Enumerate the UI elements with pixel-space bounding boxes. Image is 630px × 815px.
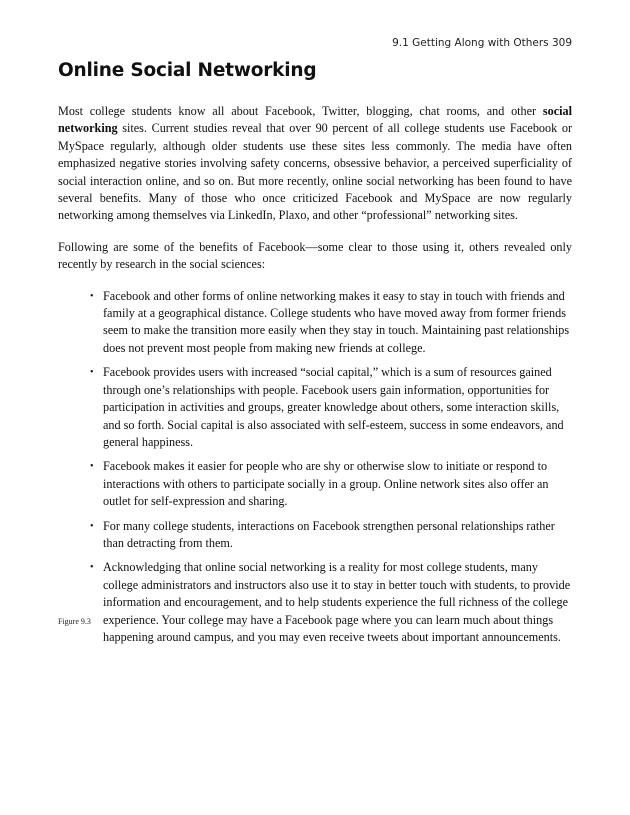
list-item: • For many college students, interactions on Facebook strengthen personal relationships rather than detracting from them. — [90, 518, 572, 553]
intro-text-start: Most college students know all about Facebook, Twitter, blogging, chat rooms, and other — [58, 104, 543, 118]
list-item: • Facebook and other forms of online networking makes it easy to stay in touch with friends and family at a geographical distance. College students who have moved away from former friends seem to make the transition more easily when they stay in touch. Maintaining past relationships does not prevent most people from making new friends at college. — [90, 288, 572, 358]
body-text — [58, 103, 572, 653]
section-title: Online Social Networking — [58, 60, 317, 81]
intro-bold-term: social networking — [58, 104, 572, 136]
intro-paragraph — [58, 103, 572, 225]
lead-in-paragraph: Following are some of the benefits of Facebook—some clear to those using it, others revealed only recently by research in the social sciences: — [58, 239, 572, 272]
running-header: 9.1 Getting Along with Others 309 — [392, 37, 572, 49]
list-item: • Acknowledging that online social networking is a reality for most college students, many college administrators and instructors also use it to stay in better touch with students, to provide information and encouragement, and to help students experience the full richness of the college experience. Your college may have a Facebook page where you can learn much about things happening around campus, and you may even receive tweets about important announcements. — [90, 559, 572, 646]
benefits-list — [58, 288, 572, 647]
list-item: • Facebook provides users with increased “social capital,” which is a sum of resources gained through one’s relationships with people. Facebook users gain information, opportunities for participation in activities and groups, greater knowledge about others, some interaction skills, and so forth. Social capital is also associated with self-esteem, success in some endeavors, and general happiness. — [90, 364, 572, 451]
list-item: • Facebook makes it easier for people who are shy or otherwise slow to initiate or respond to interactions with others to participate socially in a group. Online network sites also offer an outlet for self-expression and sharing. — [90, 458, 572, 510]
intro-text-end: sites. Current studies reveal that over 90 percent of all college students use Facebook or MySpace regularly, although older students use these sites less commonly. The media have often emphasized negative stories involving safety concerns, obsessive behavior, a perceived superficiality of social interaction online, and so on. But more recently, online social networking has been found to have several benefits. Many of those who once criticized Facebook and MySpace are now regularly networking among themselves via LinkedIn, Plaxo, and other “professional” networking sites. — [58, 121, 572, 223]
figure-caption: Figure 9.3 — [58, 617, 91, 626]
